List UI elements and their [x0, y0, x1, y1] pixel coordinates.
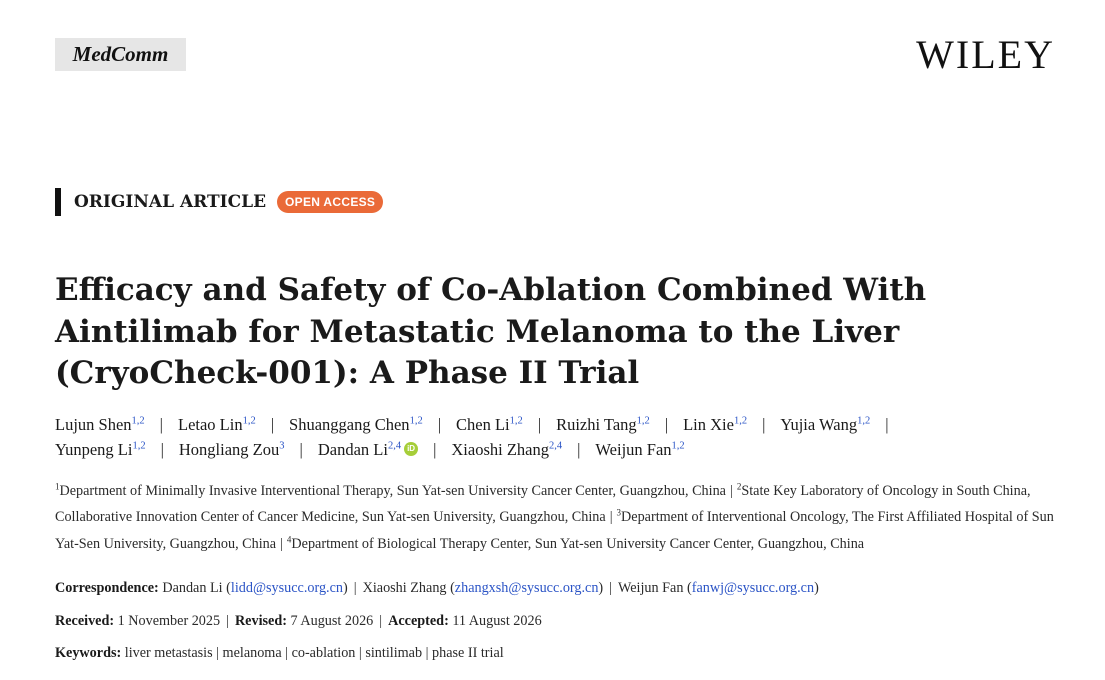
author[interactable]: Yujia Wang$^{1,2}$: [780, 414, 871, 434]
keywords-text: liver metastasis | melanoma | co-ablation | sintilimab | phase II trial: [124, 645, 504, 661]
correspondence-separator: |: [353, 580, 357, 596]
author-separator: |: [299, 440, 303, 459]
affiliation: $^3$Department of Interventional Oncology, The First Affiliated Hospital of Sun Yat-Sen University, Guangzhou, China: [55, 507, 1054, 553]
author-affiliation-ref[interactable]: 1,2: [132, 440, 146, 452]
correspondence-name: Dandan Li: [162, 580, 223, 596]
author-affiliation-ref[interactable]: 1,2: [636, 415, 650, 426]
article-type-bar: [55, 188, 61, 216]
accepted-date: 11 August 2026: [452, 613, 542, 629]
author-affiliation-ref[interactable]: 1,2: [733, 415, 748, 426]
email-link[interactable]: fanwj@sysucc.org.cn: [691, 580, 815, 596]
author-separator: |: [159, 414, 163, 434]
author-affiliation-ref[interactable]: 2,4: [548, 440, 563, 452]
author-list: [55, 410, 1065, 461]
revised-label: Revised:: [234, 613, 287, 629]
correspondence-label: Correspondence:: [55, 580, 159, 596]
author-separator: |: [537, 414, 542, 434]
author-separator: |: [270, 414, 275, 434]
orcid-icon[interactable]: iD: [404, 442, 418, 456]
author-affiliation-ref[interactable]: 1,2: [131, 415, 145, 426]
email-link[interactable]: zhangxsh@sysucc.org.cn: [454, 580, 599, 596]
author[interactable]: Xiaoshi Zhang$^{2,4}$: [451, 440, 563, 459]
author[interactable]: Hongliang Zou$^3$: [178, 440, 285, 459]
author-affiliation-ref[interactable]: 1,2: [242, 415, 256, 426]
author-separator: |: [885, 414, 889, 434]
publisher-logo[interactable]: WILEY: [916, 32, 1055, 77]
correspondence-name: Xiaoshi Zhang: [362, 580, 447, 596]
affiliation: $^2$State Key Laboratory of Oncology in South China, Collaborative Innovation Center of Cancer Medicine, Sun Yat-sen University, Guangzhou, China: [55, 481, 1031, 526]
email-link[interactable]: lidd@sysucc.org.cn: [230, 580, 343, 596]
author-separator: |: [762, 414, 766, 434]
author-separator: |: [160, 440, 164, 459]
author-separator: |: [437, 414, 441, 434]
affiliation: $^1$Department of Minimally Invasive Interventional Therapy, Sun Yat-sen University Cancer Center, Guangzhou, China: [55, 481, 726, 499]
author[interactable]: Chen Li$^{1,2}$: [456, 414, 523, 434]
author-affiliation-ref[interactable]: 1,2: [671, 440, 685, 452]
author-affiliation-ref[interactable]: 3: [279, 440, 285, 452]
article-type-row: [55, 188, 383, 216]
affiliation-separator: |: [280, 536, 283, 553]
affiliation-separator: |: [609, 509, 613, 526]
keywords-line: [55, 643, 1055, 663]
journal-logo[interactable]: MedComm: [55, 38, 186, 71]
keywords-label: Keywords:: [55, 645, 122, 661]
affiliations: [55, 475, 1055, 555]
accepted-label: Accepted:: [388, 613, 449, 629]
article-title: Efficacy and Safety of Co-Ablation Combined With Aintilimab for Metastatic Melanoma to the Liver (CryoCheck-001): A Phase II Trial: [55, 272, 927, 391]
correspondence-line: Correspondence: Dandan Li (lidd@sysucc.org.cn) | Xiaoshi Zhang (zhangxsh@sysucc.org.cn) | Weijun Fan (fanwj@sysucc.org.cn): [55, 580, 819, 596]
received-date: 1 November 2025: [117, 613, 221, 629]
author[interactable]: Lujun Shen$^{1,2}$: [55, 414, 145, 434]
author-affiliation-ref[interactable]: 1,2: [509, 415, 523, 426]
author[interactable]: Weijun Fan$^{1,2}$: [595, 440, 685, 459]
author[interactable]: Yunpeng Li$^{1,2}$: [55, 440, 146, 459]
dates-line: [55, 611, 1055, 631]
revised-date: 7 August 2026: [290, 613, 374, 629]
author[interactable]: Lin Xie$^{1,2}$: [683, 414, 748, 434]
received-label: Received:: [55, 613, 115, 629]
affiliation-separator: |: [729, 482, 733, 499]
author[interactable]: Dandan Li$^{2,4}$ iD: [318, 440, 418, 459]
open-access-badge: OPEN ACCESS: [277, 191, 383, 213]
article-type-label: ORIGINAL ARTICLE: [74, 192, 267, 212]
author-affiliation-ref[interactable]: 1,2: [857, 415, 871, 426]
correspondence-name: Weijun Fan: [618, 580, 684, 596]
author-affiliation-ref[interactable]: 2,4: [387, 440, 402, 452]
correspondence-separator: |: [609, 580, 612, 596]
author-separator: |: [577, 440, 581, 459]
affiliation: $^4$Department of Biological Therapy Center, Sun Yat-sen University Cancer Center, Guangzhou, China: [286, 534, 865, 553]
author[interactable]: Shuanggang Chen$^{1,2}$: [289, 414, 423, 434]
author[interactable]: Letao Lin$^{1,2}$: [177, 414, 256, 434]
date-separator: |: [379, 613, 383, 629]
date-separator: |: [226, 613, 229, 629]
author[interactable]: Ruizhi Tang$^{1,2}$: [556, 414, 650, 434]
author-affiliation-ref[interactable]: 1,2: [409, 415, 423, 426]
author-separator: |: [664, 414, 669, 434]
author-separator: |: [433, 440, 437, 459]
